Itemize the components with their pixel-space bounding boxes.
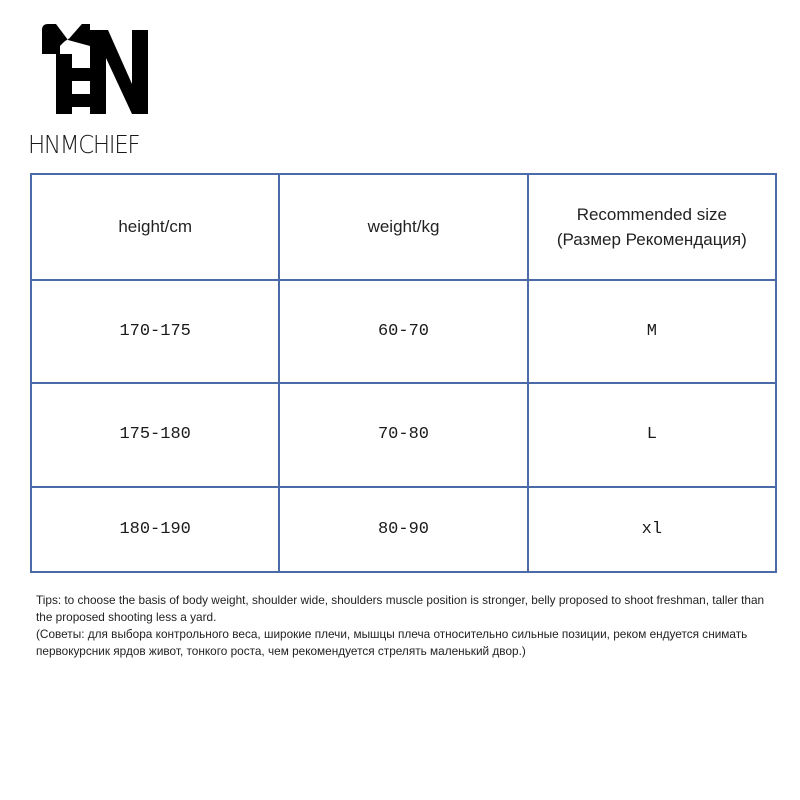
cell-weight: 80-90 — [279, 487, 527, 572]
cell-height: 180-190 — [31, 487, 279, 572]
cell-height: 170-175 — [31, 280, 279, 384]
cell-size: xl — [528, 487, 776, 572]
cell-size: M — [528, 280, 776, 384]
cell-weight: 60-70 — [279, 280, 527, 384]
header-weight: weight/kg — [279, 174, 527, 280]
tips-russian: (Советы: для выбора контрольного веса, широкие плечи, мышцы плеча относительно сильные позиции, реком ендуется снимать первокурсник ярдов живот, тонкого роста, чем рекомендуется стрелять маленький двор.) — [36, 627, 748, 658]
header-size-line2: (Размер Рекомендация) — [556, 229, 747, 249]
header-height: height/cm — [31, 174, 279, 280]
table-header-row — [31, 174, 776, 280]
cell-weight: 70-80 — [279, 383, 527, 487]
cell-height: 175-180 — [31, 383, 279, 487]
brand-logo-icon — [38, 22, 150, 114]
table-row — [31, 383, 776, 487]
tips-english: Tips: to choose the basis of body weight, shoulder wide, shoulders muscle position is stronger, belly proposed to shoot freshman, taller than the proposed shooting less a yard. — [36, 593, 765, 624]
header-recommended-size — [528, 174, 776, 280]
size-chart-table — [30, 173, 777, 573]
cell-size: L — [528, 383, 776, 487]
header-size-line1: Recommended size — [576, 204, 727, 224]
brand-name: HNMCHIEF — [28, 130, 140, 159]
sizing-tips — [36, 592, 776, 660]
table-row — [31, 280, 776, 384]
brand-logo — [28, 22, 178, 159]
table-row — [31, 487, 776, 572]
